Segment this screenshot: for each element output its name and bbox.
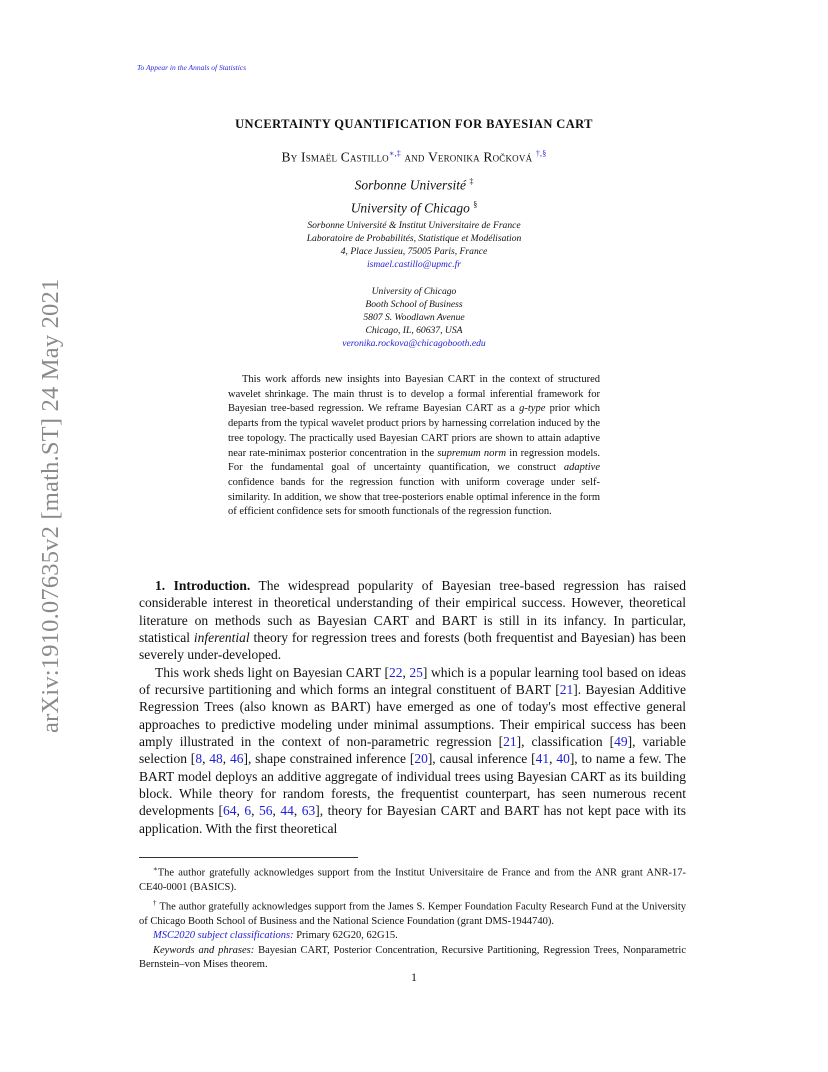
- citation[interactable]: 6: [244, 803, 252, 819]
- page-number: 1: [411, 970, 417, 984]
- affiliation-2: University of Chicago §: [350, 199, 478, 215]
- affiliation-1: Sorbonne Université ‡: [354, 177, 474, 193]
- msc-link[interactable]: MSC2020 subject classifications:: [153, 930, 294, 941]
- by-word: By: [281, 149, 298, 165]
- citation[interactable]: 21: [559, 682, 574, 698]
- citation[interactable]: 49: [614, 734, 628, 750]
- citation[interactable]: 40: [556, 751, 570, 767]
- abstract: This work affords new insights into Bayesian CART in the context of structured wavelet shrinkage. The main thrust is to develop a formal inferential framework for Bayesian tree-based regression. We reframe Bayesian CART as a g-type prior which departs from the typical wavelet product priors by harnessing correlation induced by the tree topology. The practically used Bayesian CART priors are shown to attain adaptive near rate-minimax posterior concentration in the supremum norm in regression models. For the fundamental goal of uncertainty quantification, we construct adaptive confidence bands for the regression function with uniform coverage under self-similarity. In addition, we show that tree-posteriors enable optimal inference in the form of efficient confidence sets for smooth functionals of the regression function.: [228, 374, 600, 518]
- paper-title: UNCERTAINTY QUANTIFICATION FOR BAYESIAN CART: [235, 117, 593, 131]
- citation[interactable]: 48: [209, 751, 223, 767]
- citation[interactable]: 21: [503, 734, 517, 750]
- intro-paragraph-2: This work sheds light on Bayesian CART [22, 25] which is a popular learning tool based on ideas of recursive partitioning and which forms an integral constituent of BART [21]. Bayesian Additive Regression Trees (also known as BART) have emerged as one of today's most effective general approaches to predictive modeling under minimal assumptions. Their empirical success has been amply illustrated in the context of non-parametric regression [21], classification [49], variable selection [8, 48, 46], shape constrained inference [20], causal inference [41, 40], to name a few. The BART model deploys an additive aggregate of individual trees using Bayesian CART as its building block. While theory for random forests, the frequentist counterpart, has seen numerous recent developments [64, 6, 56, 44, 63], theory for Bayesian CART and BART has not kept pace with its application. With the first theoretical: [139, 664, 687, 836]
- keywords: Keywords and phrases: Bayesian CART, Posterior Concentration, Recursive Partitioning, Regression Trees, Nonparametric Bernstein–von Mises theorem.: [139, 944, 686, 970]
- citation[interactable]: 20: [414, 751, 428, 767]
- author-2: Veronika Ročková: [427, 149, 533, 165]
- address-1: Sorbonne Université & Institut Universitaire de France Laboratoire de Probabilités, Statistique et Modélisation 4, Place Jussieu, 75005 Paris, France ismael.castillo@upmc.fr: [0, 219, 828, 271]
- section-heading: 1. Introduction.: [155, 578, 251, 593]
- citation[interactable]: 41: [535, 751, 550, 767]
- footnotes: [139, 862, 686, 973]
- introduction-section: [139, 577, 686, 837]
- email-link-2[interactable]: veronika.rockova@chicagobooth.edu: [342, 338, 486, 349]
- address-2: University of Chicago Booth School of Business 5807 S. Woodlawn Avenue Chicago, IL, 60637, USA veronika.rockova@chicagobooth.edu: [0, 285, 828, 350]
- author-1: Ismaël Castillo: [301, 149, 389, 165]
- citation[interactable]: 8: [195, 751, 203, 767]
- affiliations: [0, 172, 828, 217]
- footnote-1: ∗The author gratefully acknowledges support from the Institut Universitaire de France and from the ANR grant ANR-17-CE40-0001 (BASICS).: [139, 865, 686, 893]
- journal-link[interactable]: To Appear in the Annals of Statistics: [137, 63, 247, 72]
- author-1-marks[interactable]: ∗,‡: [388, 149, 401, 158]
- msc-classification: MSC2020 subject classifications: Primary 62G20, 62G15.: [153, 930, 398, 941]
- email-link-1[interactable]: ismael.castillo@upmc.fr: [366, 259, 462, 270]
- citation[interactable]: 46: [229, 751, 244, 767]
- author-line: [0, 149, 828, 166]
- citation[interactable]: 56: [258, 803, 273, 819]
- and-word: and: [404, 149, 425, 165]
- footnote-divider: [139, 857, 358, 858]
- citation[interactable]: 44: [280, 803, 294, 819]
- citation[interactable]: 63: [301, 803, 316, 819]
- arxiv-stamp: arXiv:1910.07635v2 [math.ST] 24 May 2021: [37, 278, 64, 733]
- footnote-2: † The author gratefully acknowledges support from the James S. Kemper Foundation Faculty Research Fund at the University of Chicago Booth School of Business and the National Science Foundation (grant DMS-1944740).: [139, 898, 687, 927]
- citation[interactable]: 64: [222, 803, 237, 819]
- citation[interactable]: 25: [409, 664, 423, 680]
- intro-paragraph-1: 1. Introduction. The widespread popularity of Bayesian tree-based regression has raised considerable interest in theoretical understanding of their empirical success. However, theoretical literature on methods such as Bayesian CART and BART is still in its infancy. In particular, statistical inferential theory for regression trees and forests (both frequentist and Bayesian) has been severely under-developed.: [139, 578, 686, 663]
- author-2-marks[interactable]: †,§: [535, 149, 547, 158]
- citation[interactable]: 22: [388, 664, 403, 680]
